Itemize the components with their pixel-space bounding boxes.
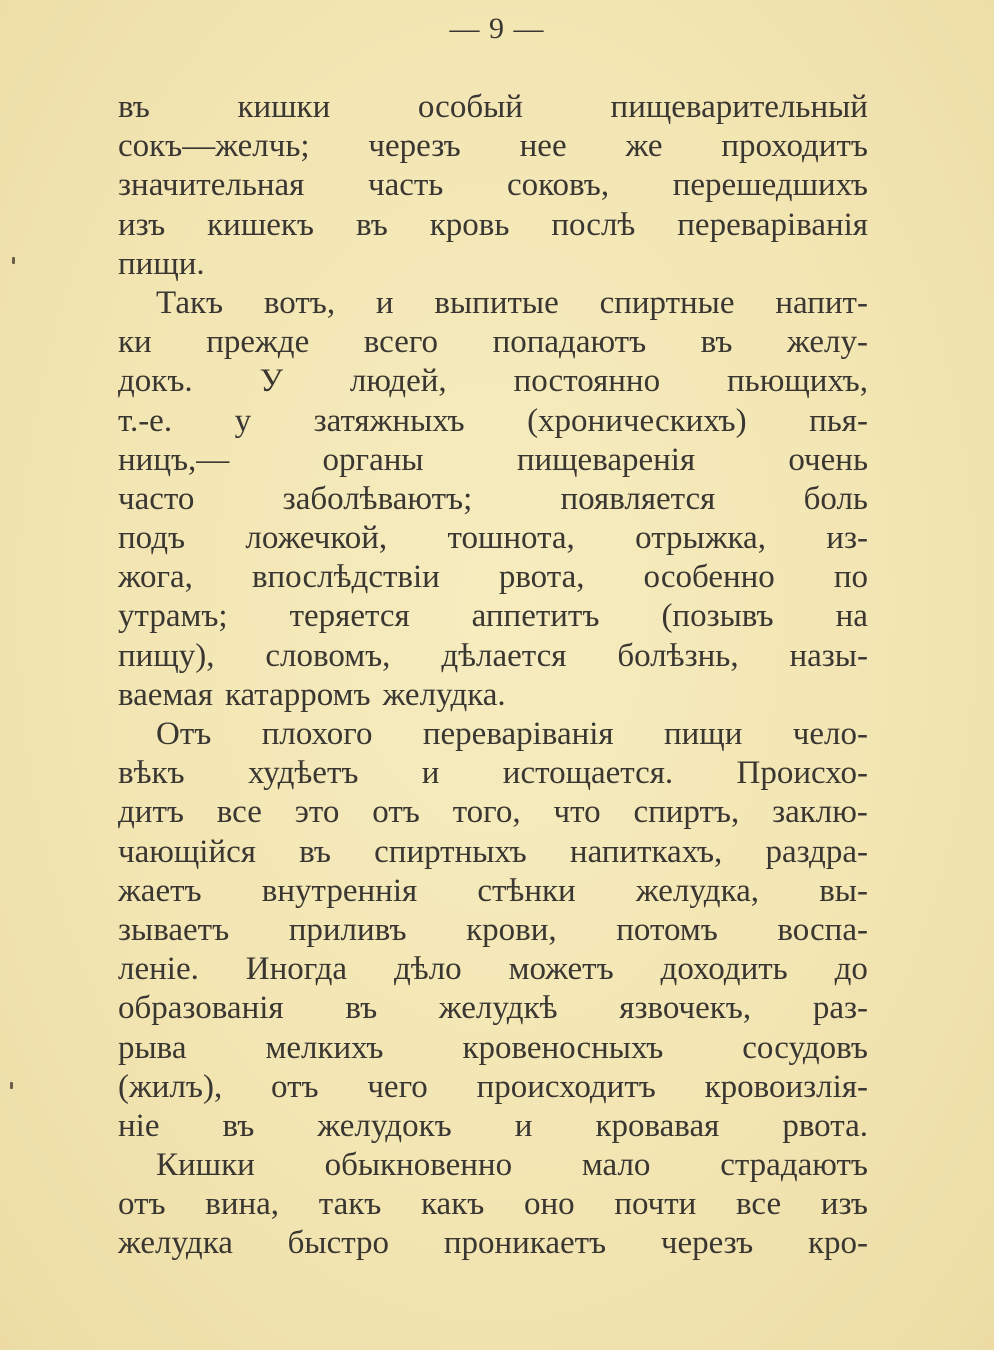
word: чело- xyxy=(792,716,868,752)
word: ложечкой, xyxy=(245,520,388,557)
text-line xyxy=(118,480,868,519)
word: такъ xyxy=(318,1186,382,1223)
word: сосудовъ xyxy=(742,1029,868,1066)
word: въ xyxy=(118,89,150,125)
word: и xyxy=(375,284,394,321)
word: жаетъ xyxy=(118,872,202,909)
word: у xyxy=(234,402,252,439)
word: подъ xyxy=(118,520,186,557)
word: Происхо- xyxy=(736,755,868,792)
word: людей, xyxy=(349,363,447,400)
word: ваемая xyxy=(118,676,213,713)
word: кишки xyxy=(237,89,331,125)
word: дѣло xyxy=(393,951,462,988)
word: оно xyxy=(523,1186,575,1223)
word: переваріванія xyxy=(422,716,614,752)
text-line xyxy=(118,950,868,989)
word: затяжныхъ xyxy=(313,402,465,439)
word: утрамъ; xyxy=(118,598,228,635)
word: послѣ xyxy=(551,206,636,243)
word: плохого xyxy=(261,716,373,752)
text-line xyxy=(118,989,868,1028)
word: дѣлается xyxy=(441,637,567,674)
word: отъ xyxy=(118,1186,166,1223)
word: кро- xyxy=(807,1225,868,1262)
word: вѣкъ xyxy=(118,755,185,792)
word: черезъ xyxy=(368,128,461,165)
word: въ xyxy=(222,1107,255,1144)
word: быстро xyxy=(287,1225,390,1262)
word: какъ xyxy=(421,1186,485,1223)
word: ницъ,— xyxy=(118,441,230,478)
word: проникаетъ xyxy=(443,1225,607,1262)
word: язвочекъ, xyxy=(619,990,752,1027)
word: теряется xyxy=(289,598,410,635)
word: т.-е. xyxy=(118,402,173,439)
word: пищеварительный xyxy=(610,89,868,125)
word: впослѣдствіи xyxy=(251,559,440,596)
word: желудка xyxy=(118,1225,233,1262)
word: попадаютъ xyxy=(492,324,647,361)
word: пищу), xyxy=(118,637,215,674)
word: происходитъ xyxy=(476,1068,656,1105)
text-line xyxy=(118,597,868,636)
word: Иногда xyxy=(245,951,348,988)
word: назы- xyxy=(789,637,868,674)
word: воспа- xyxy=(777,911,868,948)
word: желудка, xyxy=(635,872,760,909)
word: желудка. xyxy=(382,676,506,713)
word: изъ xyxy=(820,1186,868,1223)
text-line xyxy=(118,127,868,166)
text-line xyxy=(118,1068,868,1107)
word: переваріванія xyxy=(677,206,868,243)
word: мелкихъ xyxy=(265,1029,384,1066)
word: часто xyxy=(118,480,195,517)
word: постоянно xyxy=(513,363,661,400)
word: проходитъ xyxy=(721,128,868,165)
word: ки xyxy=(118,324,152,361)
word: (позывъ xyxy=(661,598,774,635)
word: желу- xyxy=(787,324,868,361)
word: вина, xyxy=(205,1186,280,1223)
word: по xyxy=(833,559,868,596)
word: прежде xyxy=(206,324,310,361)
word: худѣетъ xyxy=(247,755,359,792)
word: мало xyxy=(581,1147,651,1184)
word: пьющихъ, xyxy=(727,363,868,400)
word: органы xyxy=(322,441,424,478)
word: пищи. xyxy=(118,245,205,282)
word: кровеносныхъ xyxy=(462,1029,664,1066)
word: отъ xyxy=(372,794,420,831)
text-line xyxy=(118,284,868,323)
word: чающійся xyxy=(118,833,256,870)
text-line xyxy=(118,833,868,872)
word: докъ. xyxy=(118,363,193,400)
word: пищеваренія xyxy=(516,441,696,478)
word: (жилъ), xyxy=(118,1068,223,1105)
text-line xyxy=(118,441,868,480)
word: словомъ, xyxy=(265,637,391,674)
word: того, xyxy=(452,794,521,831)
word: почти xyxy=(614,1186,697,1223)
word: значительная xyxy=(118,167,305,204)
word: рвота, xyxy=(498,559,585,596)
word: внутреннія xyxy=(261,872,418,909)
text-line xyxy=(118,715,868,754)
word: чего xyxy=(367,1068,428,1105)
text-line xyxy=(118,245,868,284)
text-line xyxy=(118,519,868,558)
text-line xyxy=(118,1029,868,1068)
word: кровавая xyxy=(595,1107,720,1144)
text-line xyxy=(118,1107,868,1146)
word: кишекъ xyxy=(207,206,314,243)
word: желудкѣ xyxy=(438,990,558,1027)
word: сокъ—желчь; xyxy=(118,128,310,165)
word: истощается. xyxy=(502,755,674,792)
word: въ xyxy=(299,833,331,870)
word: все xyxy=(216,794,262,831)
word: вотъ, xyxy=(263,284,336,321)
word: приливъ xyxy=(288,911,407,948)
word: все xyxy=(736,1186,782,1223)
word: изъ xyxy=(118,206,166,243)
word: выпитые xyxy=(434,284,559,321)
word: жога, xyxy=(118,559,193,596)
text-line xyxy=(118,558,868,597)
word: страдаютъ xyxy=(720,1147,868,1184)
text-line xyxy=(118,911,868,950)
word: и xyxy=(514,1107,533,1144)
word: (хроническихъ) xyxy=(527,402,747,439)
word: Кишки xyxy=(156,1147,255,1184)
word: всего xyxy=(363,324,439,361)
word: крови, xyxy=(466,911,557,948)
word: Такъ xyxy=(156,284,224,321)
text-line xyxy=(118,323,868,362)
word: вы- xyxy=(819,872,868,909)
word: перешедшихъ xyxy=(672,167,868,204)
word: нее xyxy=(519,128,567,165)
body-text xyxy=(118,88,868,1264)
word: особый xyxy=(417,89,523,125)
text-line xyxy=(118,754,868,793)
word: въ xyxy=(345,990,378,1027)
word: ніе xyxy=(118,1107,160,1144)
word: же xyxy=(625,128,663,165)
word: отрыжка, xyxy=(635,520,766,557)
word: и xyxy=(421,755,440,792)
word: тошнота, xyxy=(447,520,575,557)
word: катарромъ xyxy=(224,676,371,713)
word: аппетитъ xyxy=(471,598,600,635)
text-line xyxy=(118,637,868,676)
word: зываетъ xyxy=(118,911,230,948)
text-line xyxy=(118,402,868,441)
text-line xyxy=(118,166,868,205)
text-line xyxy=(118,676,868,715)
word: спиртъ, xyxy=(633,794,740,831)
text-line xyxy=(118,1185,868,1224)
text-line xyxy=(118,793,868,832)
word: заболѣваютъ; xyxy=(282,480,473,517)
text-line xyxy=(118,872,868,911)
word: леніе. xyxy=(118,951,199,988)
word: отъ xyxy=(271,1068,319,1105)
word: болѣзнь, xyxy=(617,637,739,674)
word: напиткахъ, xyxy=(569,833,723,870)
word: образованія xyxy=(118,990,284,1027)
word: это xyxy=(294,794,340,831)
word: У xyxy=(259,363,283,400)
word: раз- xyxy=(812,990,868,1027)
word: желудокъ xyxy=(317,1107,452,1144)
word: доходить xyxy=(660,951,788,988)
word: рыва xyxy=(118,1029,187,1066)
word: заклю- xyxy=(772,794,868,831)
word: спиртные xyxy=(599,284,735,321)
word: Отъ xyxy=(156,716,212,752)
text-line xyxy=(118,1224,868,1263)
word: напит- xyxy=(775,284,868,321)
word: что xyxy=(553,794,601,831)
word: рвота. xyxy=(782,1107,868,1144)
word: можетъ xyxy=(508,951,614,988)
word: пищи xyxy=(663,716,743,752)
text-line xyxy=(118,206,868,245)
margin-mark xyxy=(10,1082,13,1089)
word: до xyxy=(834,951,868,988)
text-line xyxy=(118,88,868,127)
text-line xyxy=(118,362,868,401)
word: обыкновенно xyxy=(324,1147,513,1184)
word: въ xyxy=(700,324,733,361)
word: из- xyxy=(826,520,868,557)
word: потомъ xyxy=(616,911,718,948)
word: спиртныхъ xyxy=(374,833,527,870)
word: кровоизлія- xyxy=(704,1068,868,1105)
word: боль xyxy=(803,480,868,517)
word: часть xyxy=(368,167,444,204)
margin-mark xyxy=(12,257,15,264)
word: очень xyxy=(788,441,868,478)
word: на xyxy=(835,598,868,635)
word: стѣнки xyxy=(477,872,576,909)
word: особенно xyxy=(643,559,775,596)
word: въ xyxy=(355,206,388,243)
word: дитъ xyxy=(118,794,184,831)
text-line xyxy=(118,1146,868,1185)
word: появляется xyxy=(560,480,716,517)
word: кровь xyxy=(429,206,510,243)
page-number: — 9 — xyxy=(449,12,545,45)
word: соковъ, xyxy=(507,167,610,204)
word: пья- xyxy=(809,402,868,439)
word: раздра- xyxy=(765,833,868,870)
word: черезъ xyxy=(660,1225,754,1262)
